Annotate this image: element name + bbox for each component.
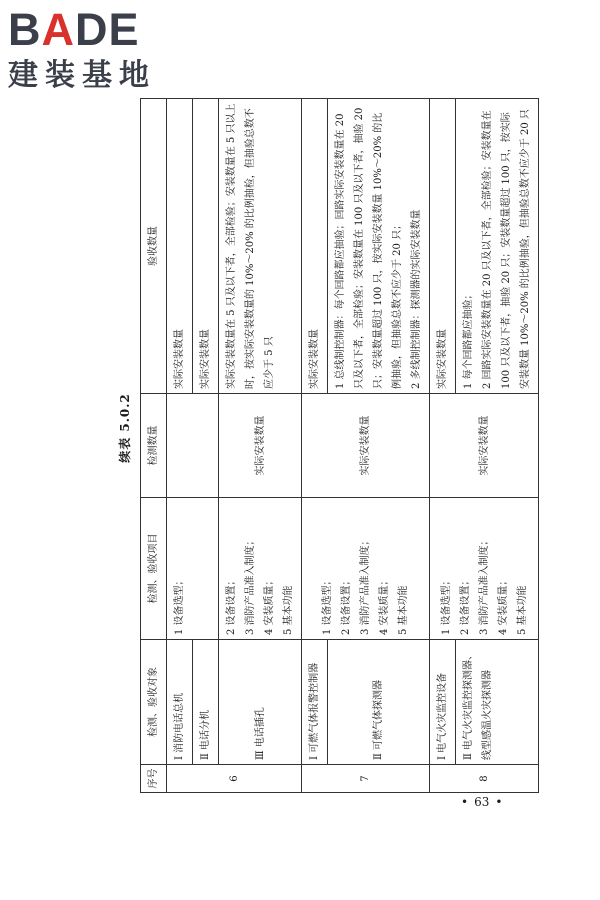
row7-items: 1 设备选型； 2 设备设置； 3 消防产品准入制度； 4 安装质量； 5 基本功能: [302, 498, 430, 640]
row8-object-2: Ⅱ 电气火灾监控探测器、线型感温火灾探测器: [456, 640, 539, 765]
bade-logo: [8, 6, 178, 98]
header-items: 检测、验收项目: [141, 498, 167, 640]
header-seq: 序号: [141, 765, 167, 793]
logo-wordmark: BADE: [8, 4, 140, 55]
row6-items-bottom: 2 设备设置； 3 消防产品准入制度； 4 安装质量； 5 基本功能: [219, 498, 302, 640]
row7-acceptance-2: 1 总线制控制器：每个回路都应抽验；回路实际安装数量在 20 只及以下者，全部检验；安装数量在 100 只及以下者，抽验 20 只；安装数量超过 100 只，按实际安装数量 10%～20% 的比例抽验，但抽验总数不应少于 20 只； 2 多线制控制器：探测器的实际安装数量: [328, 99, 430, 394]
row6-acceptance-2: 实际安装数量: [193, 99, 219, 394]
page-number: • 63 •: [461, 795, 503, 809]
row6-object-1: Ⅰ 消防电话总机: [167, 640, 193, 765]
header-qty: 检测数量: [141, 394, 167, 498]
table-row: [430, 99, 456, 793]
row7-qty: 实际安装数量: [302, 394, 430, 498]
row8-object-1: Ⅰ 电气火灾监控设备: [430, 640, 456, 765]
row6-qty-top: [167, 394, 219, 498]
row6-object-3: Ⅲ 电话插孔: [219, 640, 302, 765]
table-row: [302, 99, 328, 793]
row6-seq: 6: [167, 765, 302, 793]
inspection-table: [140, 98, 539, 793]
row8-items: 1 设备选型； 2 设备设置； 3 消防产品准入制度； 4 安装质量； 5 基本功能: [430, 498, 539, 640]
row7-seq: 7: [302, 765, 430, 793]
row7-object-1: Ⅰ 可燃气体报警控制器: [302, 640, 328, 765]
row6-acceptance-3: 实际安装数量在 5 只及以下者，全部检验；安装数量在 5 只以上时，按实际安装数量的 10%～20% 的比例抽检，但抽验总数不应少于 5 只: [219, 99, 302, 394]
rotated-table-page: [116, 99, 531, 793]
logo-subtitle: 建装基地: [8, 58, 156, 93]
row6-qty: 实际安装数量: [219, 394, 302, 498]
row6-items-top: 1 设备选型；: [167, 498, 219, 640]
row7-object-2: Ⅱ 可燃气体探测器: [328, 640, 430, 765]
header-acceptance: 验收数量: [141, 99, 167, 394]
row6-object-2: Ⅱ 电话分机: [193, 640, 219, 765]
row8-acceptance-1: 实际安装数量: [430, 99, 456, 394]
header-object: 检测、验收对象: [141, 640, 167, 765]
table-header-row: [141, 99, 167, 793]
row8-seq: 8: [430, 765, 539, 793]
row6-acceptance-1: 实际安装数量: [167, 99, 193, 394]
row8-acceptance-2: 1 每个回路都应抽验； 2 回路实际安装数量在 20 只及以下者，全部检验；安装数量在 100 只及以下者，抽验 20 只；安装数量超过 100 只，按实际安装数量 10%～20% 的比例抽验，但抽验总数不应少于 20 只: [456, 99, 539, 394]
row8-qty: 实际安装数量: [430, 394, 539, 498]
table-title: 续表 5.0.2: [118, 393, 132, 463]
table-row: [167, 99, 193, 793]
table-row: [219, 99, 302, 793]
row7-acceptance-1: 实际安装数量: [302, 99, 328, 394]
